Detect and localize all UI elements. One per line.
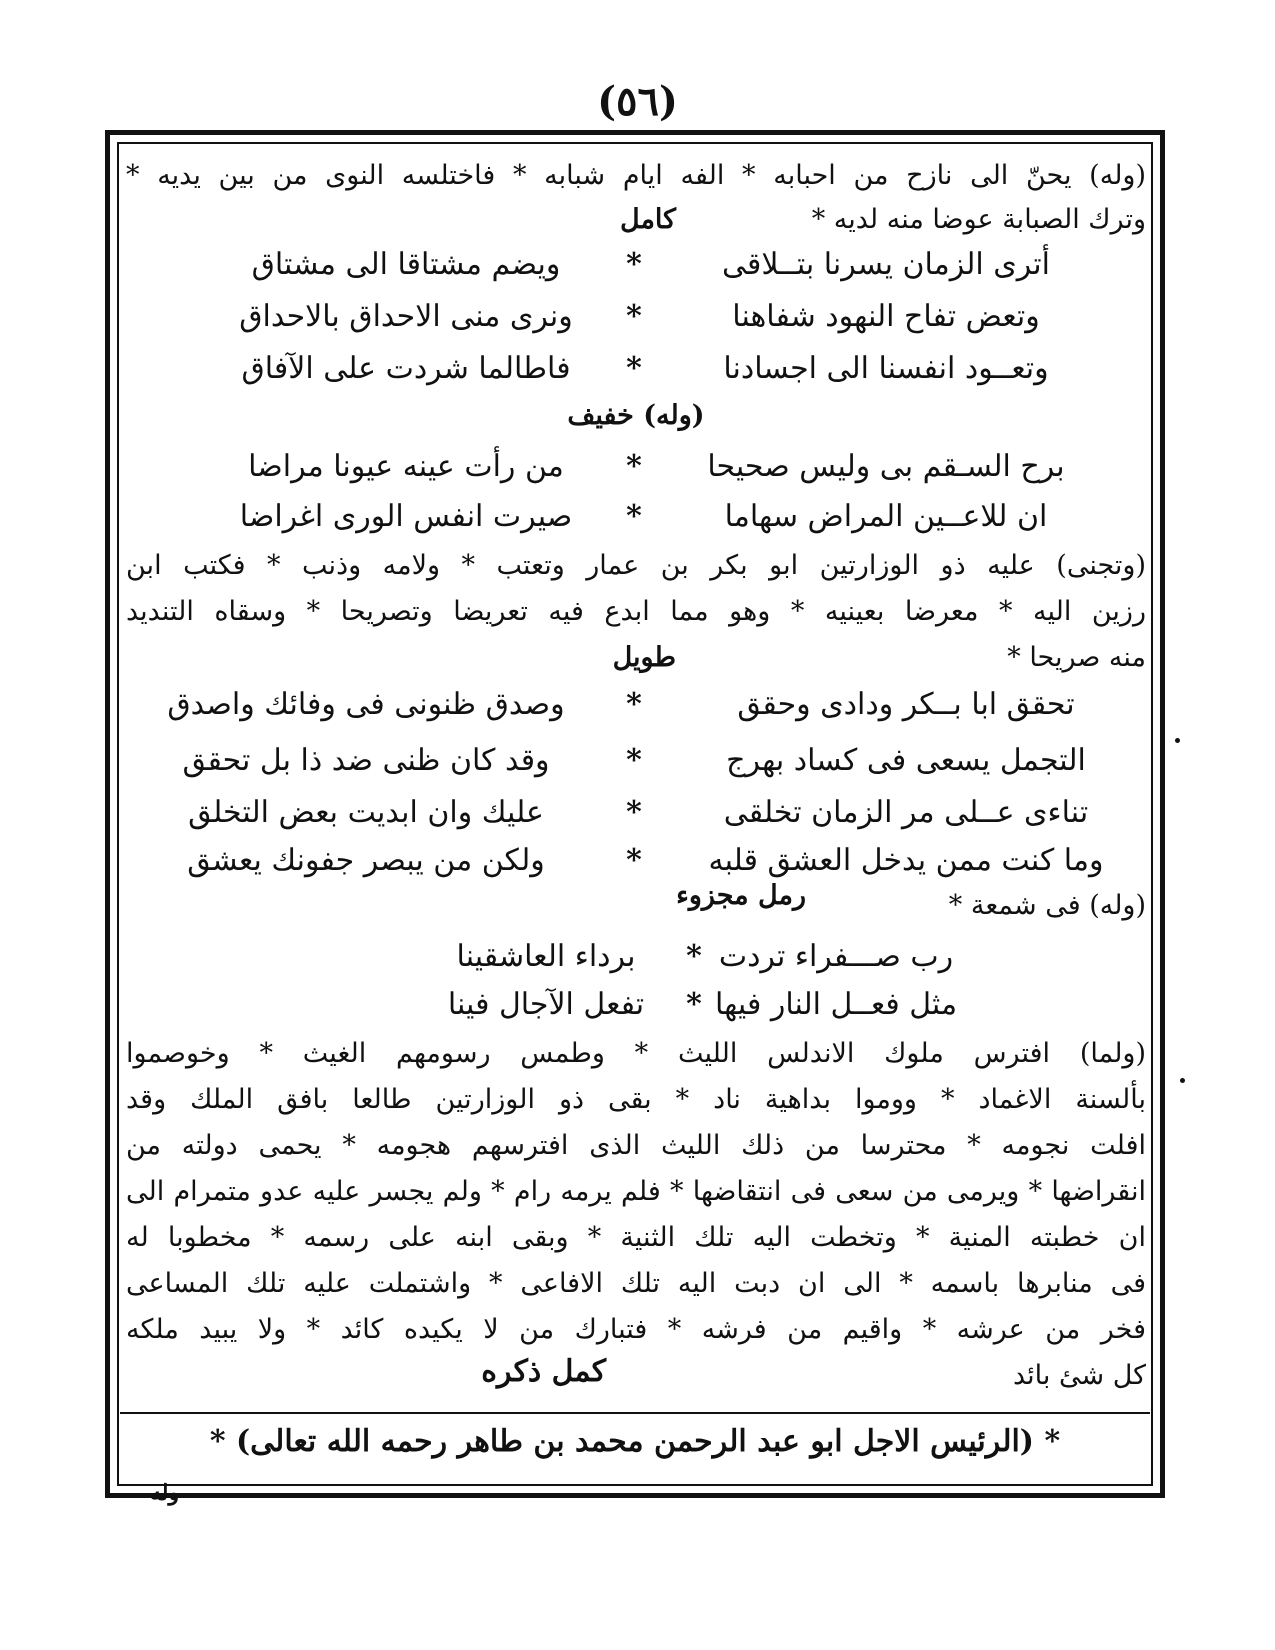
- verse-separator: *: [626, 351, 642, 386]
- catchword: وله: [150, 1480, 180, 1506]
- verse-line: [126, 790, 1146, 836]
- verse-separator: *: [626, 247, 642, 282]
- verse-line: [126, 982, 1146, 1028]
- verse-separator: *: [626, 795, 642, 830]
- prose-line: وترك الصبابة عوضا منه لديه *: [811, 204, 1146, 235]
- second-hemistich: وقد كان ظنى ضد ذا بل تحقق: [182, 743, 550, 778]
- prose-line: فى منابرها باسمه * الى ان دبت اليه تلك الافاعى * واشتملت عليه تلك المساعى: [126, 1268, 1146, 1299]
- verse-separator: *: [626, 449, 642, 484]
- second-hemistich: عليك وان ابديت بعض التخلق: [188, 795, 544, 830]
- verse-separator: *: [686, 987, 702, 1022]
- prose-line: ان خطبته المنية * وتخطت اليه تلك الثنية * وبقى ابنه على رسمه * مخطوبا له: [126, 1222, 1146, 1253]
- prose-line: (وله) يحنّ الى نازح من احبابه * الفه ايام شبابه * فاختلسه النوى من بين يديه *: [126, 160, 1146, 191]
- poem-heading: (وله) فى شمعة *: [948, 890, 1146, 921]
- verse-separator: *: [626, 687, 642, 722]
- prose-line: بألسنة الاغماد * ووموا بداهية ناد * بقى ذو الوزارتين طالعا بافق الملك وقد: [126, 1084, 1146, 1115]
- verse-line: [126, 682, 1146, 728]
- page-number: (٥٦): [597, 78, 678, 125]
- prose-line: منه صريحا *: [1007, 642, 1146, 673]
- first-hemistich: وتعض تفاح النهود شفاهنا: [732, 299, 1040, 334]
- prose-line: (وتجنى) عليه ذو الوزارتين ابو بكر بن عمار وتعتب * ولامه وذنب * فكتب ابن: [126, 550, 1146, 581]
- second-hemistich: ويضم مشتاقا الى مشتاق: [251, 247, 561, 282]
- second-hemistich: برداء العاشقينا: [456, 939, 636, 974]
- completion-note: كمل ذكره: [481, 1354, 606, 1389]
- second-hemistich: فاطالما شردت على الآفاق: [241, 351, 571, 386]
- second-hemistich: صيرت انفس الورى اغراضا: [239, 499, 573, 534]
- second-hemistich: ولكن من يبصر جفونك يعشق: [187, 843, 545, 878]
- first-hemistich: مثل فعــل النار فيها: [714, 987, 958, 1022]
- verse-separator: *: [626, 743, 642, 778]
- verse-line: [126, 444, 1146, 490]
- prose-line: افلت نجومه * محترسا من ذلك الليث الذى افترسهم هجومه * يحمى دولته من: [126, 1130, 1146, 1161]
- first-hemistich: تحقق ابا بــكر ودادى وحقق: [737, 687, 1075, 722]
- meter-label: كامل: [620, 204, 676, 235]
- first-hemistich: وتعــود انفسنا الى اجسادنا: [723, 351, 1049, 386]
- second-hemistich: تفعل الآجال فينا: [447, 987, 645, 1022]
- ink-speck: [1180, 1078, 1185, 1083]
- verse-line: [126, 838, 1146, 884]
- first-hemistich: التجمل يسعى فى كساد بهرج: [726, 743, 1086, 778]
- first-hemistich: ان للاعــين المراض سهاما: [724, 499, 1048, 534]
- prose-line: (ولما) افترس ملوك الاندلس الليث * وطمس رسومهم الغيث * وخوصموا: [126, 1038, 1146, 1069]
- first-hemistich: وما كنت ممن يدخل العشق قلبه: [708, 843, 1104, 878]
- verse-line: [126, 346, 1146, 392]
- first-hemistich: أترى الزمان يسرنا بتــلاقى: [722, 247, 1050, 282]
- poem-heading: (وله) خفيف: [567, 400, 705, 431]
- second-hemistich: ونرى منى الاحداق بالاحداق: [239, 299, 573, 334]
- verse-line: [126, 494, 1146, 540]
- verse-line: [126, 242, 1146, 288]
- second-hemistich: من رأت عينه عيونا مراضا: [248, 449, 564, 484]
- verse-line: [126, 934, 1146, 980]
- prose-line: رزين اليه * معرضا بعينيه * وهو مما ابدع فيه تعريضا وتصريحا * وسقاه التنديد: [126, 596, 1146, 627]
- verse-separator: *: [626, 843, 642, 878]
- meter-label: رمل مجزوء: [676, 880, 806, 911]
- first-hemistich: رب صـــفراء تردت: [718, 939, 954, 974]
- verse-separator: *: [686, 939, 702, 974]
- verse-line: [126, 294, 1146, 340]
- section-heading: * (الرئيس الاجل ابو عبد الرحمن محمد بن طاهر رحمه الله تعالى) *: [209, 1424, 1061, 1459]
- first-hemistich: برح السـقم بى وليس صحيحا: [707, 449, 1065, 484]
- verse-separator: *: [626, 299, 642, 334]
- prose-line: انقراضها * ويرمى من سعى فى انتقاضها * فلم يرمه رام * ولم يجسر عليه عدو متمرام الى: [126, 1176, 1146, 1207]
- verse-separator: *: [626, 499, 642, 534]
- second-hemistich: وصدق ظنونى فى وفائك واصدق: [167, 687, 565, 722]
- prose-line: فخر من عرشه * واقيم من فرشه * فتبارك من لا يكيده كائد * ولا يبيد ملكه: [126, 1314, 1146, 1345]
- prose-line: كل شئ بائد: [1012, 1360, 1146, 1391]
- ink-speck: [1175, 738, 1180, 743]
- verse-line: [126, 738, 1146, 784]
- meter-label: طويل: [612, 642, 676, 673]
- section-divider: [120, 1412, 1150, 1414]
- first-hemistich: تناءى عــلى مر الزمان تخلقى: [723, 795, 1089, 830]
